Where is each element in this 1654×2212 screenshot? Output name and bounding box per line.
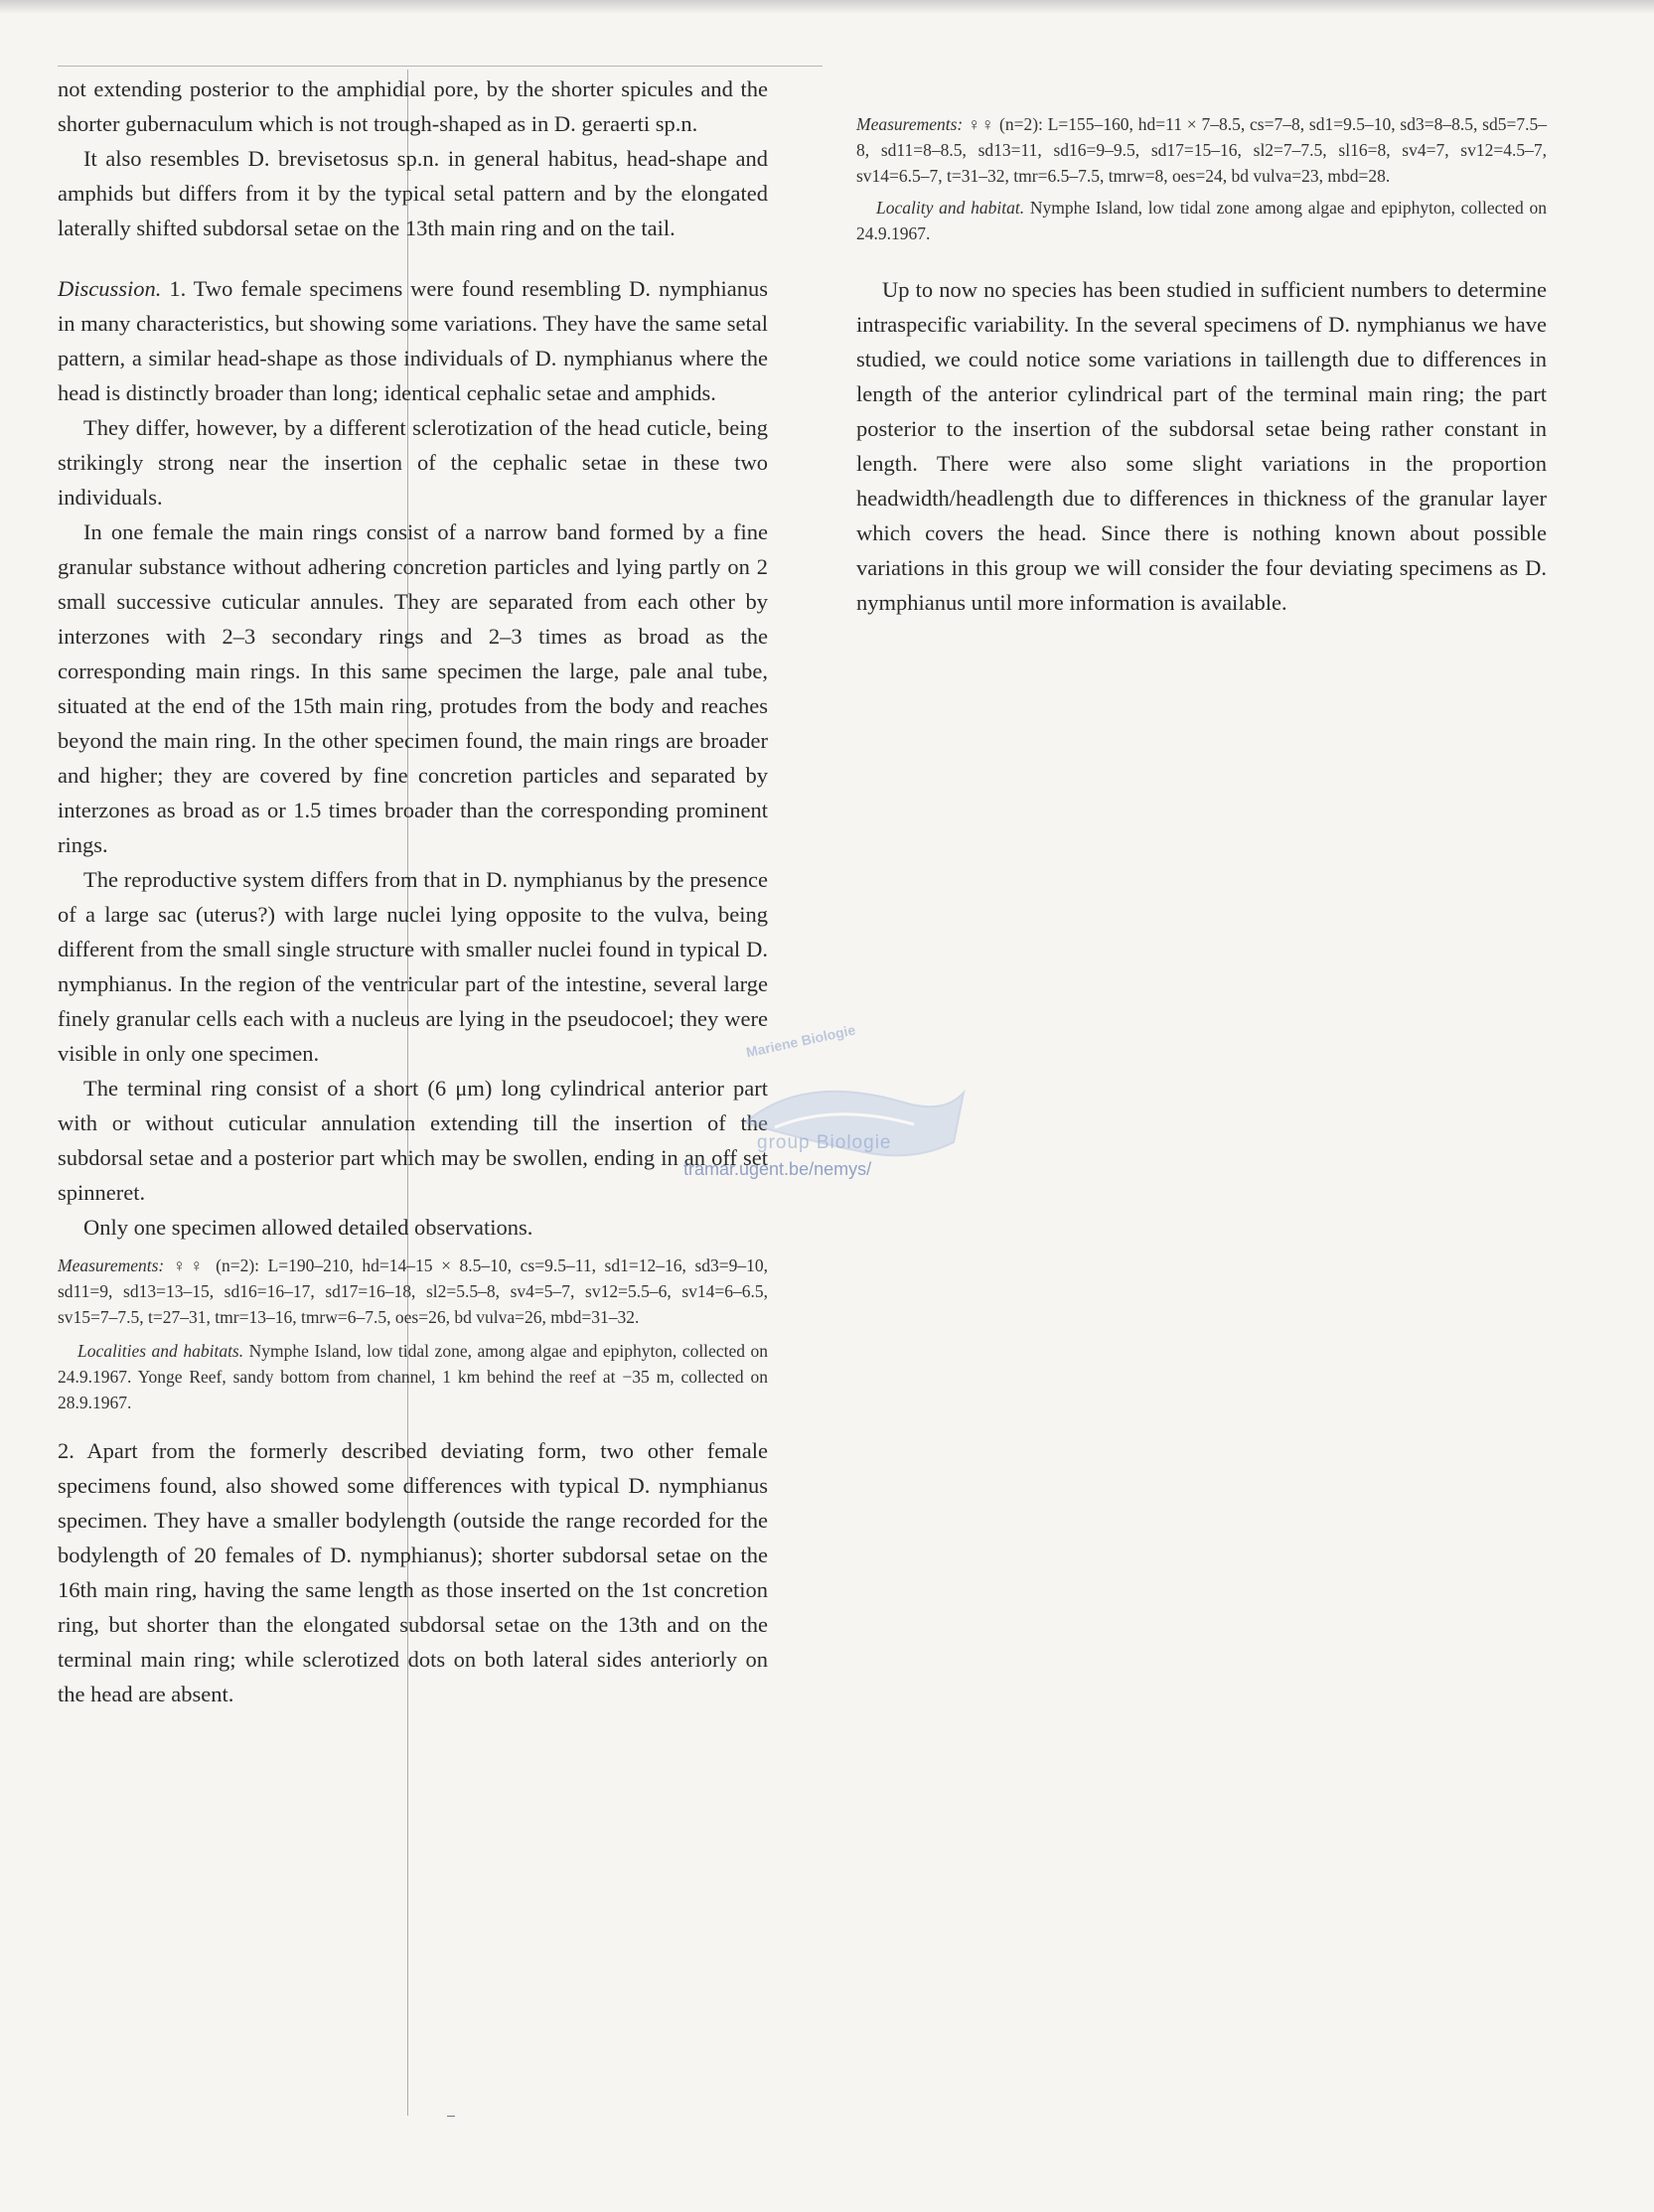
locality-block-2 [856, 195, 1547, 246]
right-column [856, 111, 1547, 620]
paragraph-2: It also resembles D. brevisetosus sp.n. in general habitus, head-shape and amphids but differs from it by the typical setal pattern and by the elongated laterally shifted subdorsal setae on the 13th main ring and on the tail. [58, 146, 768, 240]
measurements-label-1: Measurements: [58, 1255, 165, 1275]
localities-block-1 [58, 1338, 768, 1415]
measurements-text-2: ♀♀ (n=2): L=155–160, hd=11 × 7–8.5, cs=7–8, sd1=9.5–10, sd3=8–8.5, sd5=7.5–8, sd11=8–8.5, sd13=11, sd16=9–9.5, sd17=15–16, sl2=7–7.5, sl16=8, sv4=7, sv12=4.5–7, sv14=6.5–7, t=31–32, tmr=6.5–7.5, tmrw=8, oes=24, bd vulva=23, mbd=28. [856, 114, 1547, 186]
measurements-text-1: ♀♀ (n=2): L=190–210, hd=14–15 × 8.5–10, cs=9.5–11, sd1=12–16, sd3=9–10, sd11=9, sd13=13–15, sd16=16–17, sd17=16–18, sl2=5.5–8, sv4=5–7, sv12=5.5–6, sv14=6–6.5, sv15=7–7.5, t=27–31, tmr=13–16, tmrw=6–7.5, oes=26, bd vulva=26, mbd=31–32. [58, 1255, 768, 1327]
scan-top-edge [0, 0, 1654, 14]
discussion-paragraph [58, 271, 768, 410]
measurements-label-2: Measurements: [856, 114, 964, 134]
measurements-block-2 [856, 111, 1547, 189]
paragraph-10: Up to now no species has been studied in sufficient numbers to determine intraspecific variability. In the several specimens of D. nymphianus we have studied, we could notice some variations in taillength due to differences in length of the anterior cylindrical part of the terminal main ring; the part posterior to the insertion of the subdorsal setae being rather constant in length. There were also some slight variations in the proportion headwidth/headlength due to differences in thickness of the granular layer which covers the head. Since there is nothing known about possible variations in this group we will consider the four deviating specimens as D. nymphianus until more information is available. [856, 277, 1547, 615]
column-rule-top [58, 66, 823, 67]
paragraph-5: In one female the main rings consist of a narrow band formed by a fine granular substance without adhering concretion particles and lying partly on 2 small successive cuticular annules. They are separated from each other by interzones with 2–3 secondary rings and 2–3 times as broad as the corresponding main rings. In this same specimen the large, pale anal tube, situated at the end of the 15th main ring, protudes from the body and reaches beyond the main ring. In the other specimen found, the main rings are broader and higher; they are covered by fine concretion particles and separated by interzones as broad as or 1.5 times broader than the corresponding prominent rings. [58, 519, 768, 857]
paragraph-9: 2. Apart from the formerly described deviating form, two other female specimens found, also showed some differences with typical D. nymphianus specimen. They have a smaller bodylength (outside the range recorded for the bodylength of 20 females of D. nymphianus); shorter subdorsal setae on the 16th main ring, having the same length as those inserted on the 1st concretion ring, but shorter than the elongated subdorsal setae on the 13th and on the terminal main ring; while sclerotized dots on both lateral sides anteriorly on the head are absent. [58, 1438, 768, 1706]
locality-label-2: Locality and habitat. [876, 198, 1025, 218]
paragraph-7: The terminal ring consist of a short (6 μm) long cylindrical anterior part with or without cuticular annulation extending till the insertion of the subdorsal setae and a posterior part which may be swollen, ending in an off set spinneret. [58, 1076, 768, 1205]
watermark-top-text: Mariene Biologie [744, 1021, 857, 1061]
paragraph-8: Only one specimen allowed detailed observations. [83, 1215, 533, 1240]
paragraph-1: not extending posterior to the amphidial pore, by the shorter spicules and the shorter gubernaculum which is not trough-shaped as in D. geraerti sp.n. [58, 76, 768, 136]
measurements-block-1 [58, 1253, 768, 1330]
locality-text-2: Nymphe Island, low tidal zone among algae and epiphyton, collected on 24.9.1967. [856, 198, 1547, 243]
localities-text-1: Nymphe Island, low tidal zone, among algae and epiphyton, collected on 24.9.1967. Yonge Reef, sandy bottom from channel, 1 km behind the reef at −35 m, collected on 28.9.1967. [58, 1341, 768, 1412]
paragraph-4: They differ, however, by a different sclerotization of the head cuticle, being strikingly strong near the insertion of the cephalic setae in these two individuals. [58, 415, 768, 510]
paragraph-6: The reproductive system differs from that in D. nymphianus by the presence of a large sac (uterus?) with large nuclei lying opposite to the vulva, being different from the small single structure with smaller nuclei found in typical D. nymphianus. In the region of the ventricular part of the intestine, several large finely granular cells each with a nucleus are lying in the pseudocoel; they were visible in only one specimen. [58, 867, 768, 1066]
watermark-group-text: group Biologie [757, 1132, 892, 1153]
scan-mark [447, 2116, 455, 2117]
discussion-label: Discussion. [58, 276, 162, 301]
left-column [58, 72, 768, 1711]
localities-label-1: Localities and habitats. [77, 1341, 244, 1361]
watermark-url: tramar.ugent.be/nemys/ [683, 1159, 872, 1179]
discussion-text: 1. Two female specimens were found resembling D. nymphianus in many characteristics, but showing some variations. They have the same setal pattern, a similar head-shape as those individuals of D. nymphianus where the head is distinctly broader than long; identical cephalic setae and amphids. [58, 276, 768, 405]
